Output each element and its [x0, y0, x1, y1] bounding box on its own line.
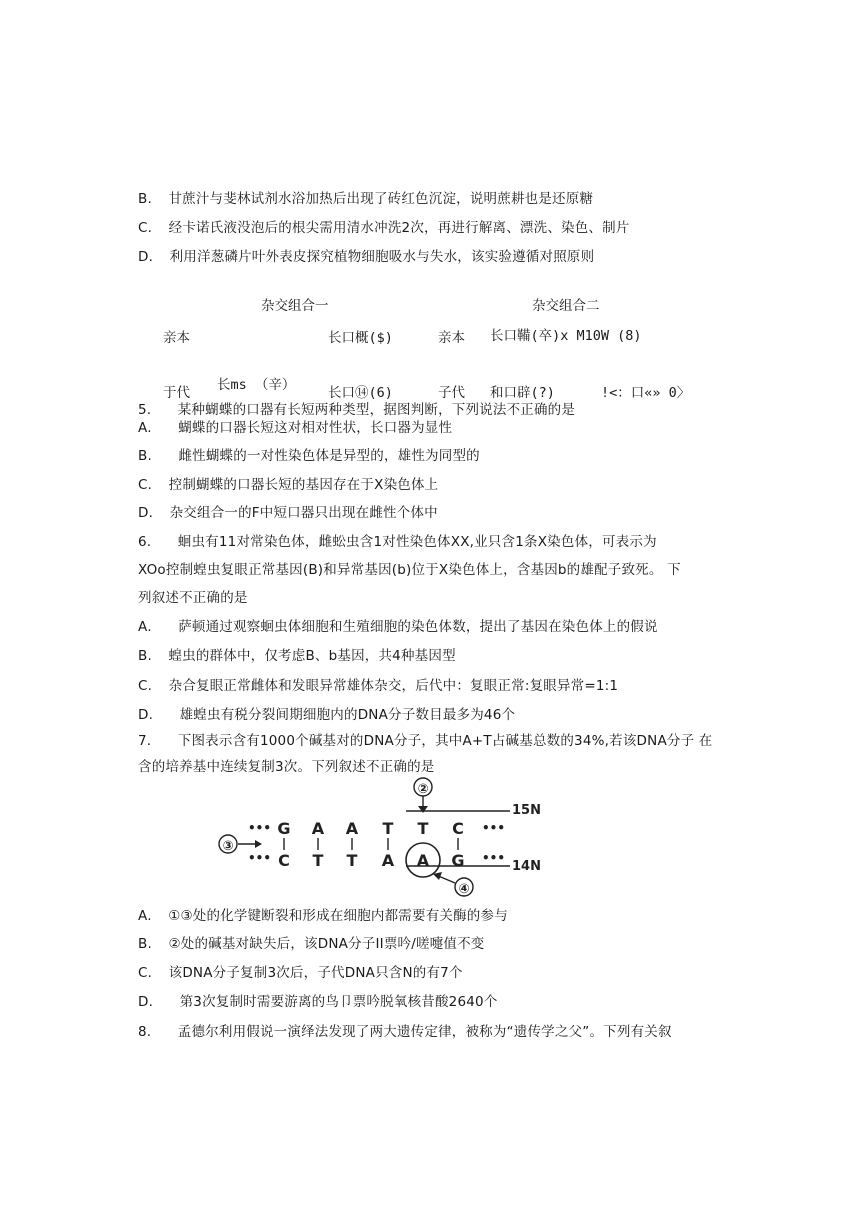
question-number: 6.	[138, 534, 152, 550]
question-stem: 列叙述不正确的是	[138, 590, 248, 606]
marker-4-label: ④	[458, 882, 470, 897]
option-text: ②处的碱基对缺失后，该DNA分子II票吟/嗟嚏值不变	[168, 936, 485, 952]
top-base-4: T	[382, 819, 394, 838]
top-base-3: A	[345, 819, 359, 838]
offspring-label-1: 于代	[163, 385, 190, 401]
q7-stem-line2	[138, 755, 435, 775]
q5-option-d	[138, 501, 438, 521]
parent-2-value: 长口鞴(卒)x M10W (8)	[490, 328, 642, 344]
top-dots-right: •••	[482, 821, 506, 835]
option-text: 杂交组合一的F中短口器只出现在雌性个体中	[169, 505, 438, 521]
marker-3-arrowhead	[255, 840, 262, 848]
dna-figure	[210, 774, 550, 899]
question-stem: 某种蝴蝶的口器有长短两种类型，据图判断，下列说法不正确的是	[177, 402, 576, 418]
q5-option-c	[138, 473, 438, 493]
option-label: D.	[138, 249, 154, 265]
q4-option-d	[138, 245, 594, 265]
option-text: 该DNA分子复制3次后，子代DNA只含N的有7个	[168, 965, 463, 981]
top-base-6: C	[452, 819, 464, 838]
q7-stem-line1	[138, 729, 712, 749]
bottom-base-5: A	[416, 851, 430, 870]
option-text: 雄蝗虫有税分裂间期细胞内的DNA分子数目最多为46个	[179, 707, 516, 723]
q6-stem-line3	[138, 586, 248, 606]
q5-option-b	[138, 444, 480, 464]
option-label: C.	[138, 965, 153, 981]
q6-option-d	[138, 703, 515, 723]
question-number: 5.	[138, 402, 152, 418]
bottom-base-3: T	[346, 851, 358, 870]
bottom-dots-left: •••	[248, 851, 272, 865]
bottom-base-2: T	[312, 851, 324, 870]
top-base-1: G	[277, 819, 291, 838]
parent-1-left: 长ms （辛）	[217, 377, 296, 393]
group2-title: 杂交组合二	[532, 298, 600, 314]
q8-stem	[138, 1020, 672, 1040]
question-stem: XOo控制蝗虫复眼正常基因(B)和异常基因(b)位于X染色体上，含基因b的雄配子致死。 下	[138, 562, 681, 578]
q7-option-d	[138, 990, 498, 1010]
option-label: C.	[138, 477, 153, 493]
q6-stem-line2	[138, 558, 681, 578]
q6-option-c	[138, 674, 618, 694]
option-text: 甘蔗汁与斐林试剂水浴加热后出现了砖红色沉淀，说明蔗耕也是还原糖	[168, 191, 594, 207]
group1-title: 杂交组合一	[261, 298, 329, 314]
option-label: D.	[138, 994, 154, 1010]
option-text: 蝗虫的群体中，仅考虑B、b基因，共4种基因型	[168, 648, 456, 664]
option-label: B.	[138, 448, 152, 464]
bottom-base-1: C	[278, 851, 290, 870]
option-text: 经卡诺氏液没泡后的根尖需用清水冲洗2次，再进行解离、漂洗、染色、制片	[168, 220, 630, 236]
top-base-2: A	[311, 819, 325, 838]
offspring-2-value-a: 和口辟(?)	[490, 385, 555, 401]
option-label: B.	[138, 648, 152, 664]
option-label: B.	[138, 936, 152, 952]
bottom-dots-right: •••	[482, 851, 506, 865]
option-text: 雌性蝴蝶的一对性染色体是异型的，雄性为同型的	[178, 448, 480, 464]
option-text: 萨顿通过观察蛔虫体细胞和生殖细胞的染色体数，提出了基因在染色体上的假说	[178, 619, 658, 635]
question-stem: 蛔虫有11对常染色体，雌蚣虫含1对性染色体XX,业只含1条X染色体，可表示为	[177, 534, 657, 550]
offspring-1-value: 长口⑭(6)	[328, 385, 393, 401]
option-text: 杂合复眼正常雌体和发眼异常雄体杂交，后代中：复眼正常:复眼异常=1:1	[168, 678, 619, 694]
q7-option-b	[138, 932, 485, 952]
parent-label-1: 亲本	[163, 330, 190, 346]
question-number: 7.	[138, 733, 152, 749]
option-label: A.	[138, 619, 152, 635]
option-text: 控制蝴蝶的口器长短的基因存在于X染色体上	[168, 477, 439, 493]
q7-option-a	[138, 904, 508, 924]
bottom-strand-label: 14N	[512, 859, 541, 874]
q6-option-a	[138, 615, 658, 635]
marker-2-label: ②	[417, 782, 429, 797]
option-label: C.	[138, 220, 153, 236]
q6-stem-line1	[138, 530, 657, 550]
q5-stem	[138, 398, 575, 418]
option-label: C.	[138, 678, 153, 694]
marker-3-label: ③	[222, 839, 234, 854]
option-label: A.	[138, 420, 152, 436]
q5-option-a	[138, 416, 452, 436]
q6-option-b	[138, 644, 456, 664]
bottom-base-6: G	[451, 851, 465, 870]
top-strand-label: 15N	[512, 803, 541, 818]
q7-option-c	[138, 961, 463, 981]
marker-2-arrowhead	[418, 806, 428, 813]
q4-option-b	[138, 187, 593, 207]
option-text: ①③处的化学键断裂和形成在细胞内都需要有关酶的参与	[168, 908, 508, 924]
offspring-label-2: 子代	[438, 385, 465, 401]
question-stem: 含的培养基中连续复制3次。下列叙述不正确的是	[138, 759, 435, 775]
question-stem: 下图表示含有1000个碱基对的DNA分子，其中A+T占碱基总数的34%,若该DNA分子 在	[177, 733, 713, 749]
top-base-5: T	[417, 819, 429, 838]
q4-option-c	[138, 216, 630, 236]
option-label: A.	[138, 908, 152, 924]
top-dots-left: •••	[248, 821, 272, 835]
option-text: 第3次复制时需要游离的鸟卩票吟脱氧核昔酸2640个	[179, 994, 498, 1010]
parent-1-value: 长口概($)	[328, 330, 393, 346]
option-label: B.	[138, 191, 152, 207]
question-stem: 孟德尔利用假说一演绎法发现了两大遗传定律，被称为“遗传学之父”。下列有关叙	[177, 1024, 672, 1040]
question-number: 8.	[138, 1024, 152, 1040]
option-text: 利用洋葱磷片叶外表皮探究植物细胞吸水与失水，该实验遵循对照原则	[169, 249, 595, 265]
offspring-2-value-b: !<：口«» 0〉	[601, 385, 691, 401]
option-text: 蝴蝶的口器长短这对相对性状，长口器为显性	[178, 420, 453, 436]
bottom-base-4: A	[381, 851, 395, 870]
option-label: D.	[138, 505, 154, 521]
parent-label-2: 亲本	[438, 330, 465, 346]
option-label: D.	[138, 707, 154, 723]
